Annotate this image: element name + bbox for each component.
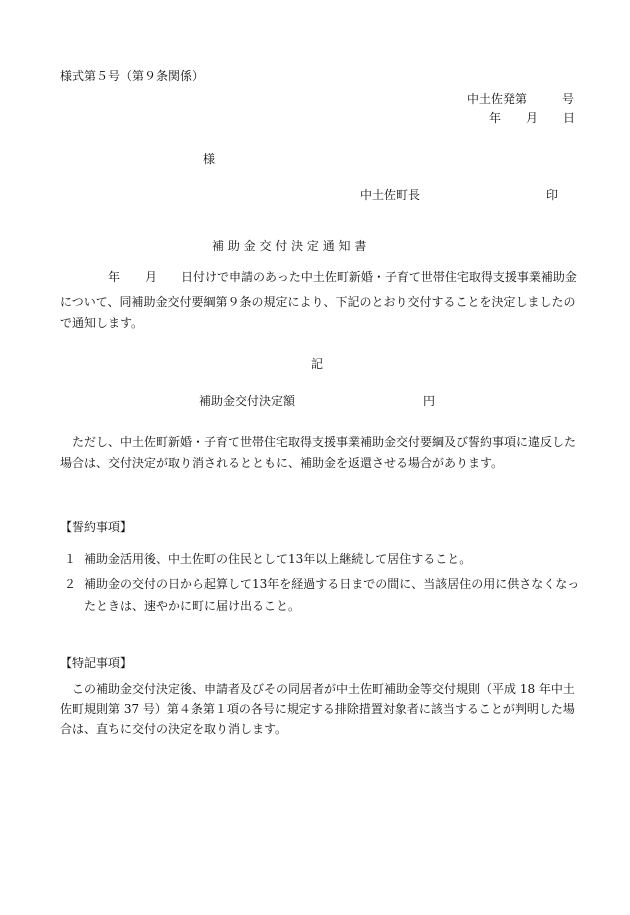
special-notes-line-3: 合は、直ちに交付の決定を取り消します。 — [60, 722, 288, 736]
special-notes-heading: 【特記事項】 — [60, 656, 133, 670]
document-title: 補 助 金 交 付 決 定 通 知 書 — [212, 239, 367, 253]
body-date-year: 年 — [108, 270, 121, 284]
date-year-label: 年 — [489, 111, 502, 125]
grant-amount-unit: 円 — [423, 394, 436, 408]
pledge-item-2-text-line-1: 補助金の交付の日から起算して13年を経過する日までの間に、当該居住の用に供さなくなっ — [84, 577, 580, 591]
pledge-item-1-text: 補助金活用後、中土佐町の住民として13年以上継続して居住すること。 — [84, 552, 472, 566]
proviso-line-1: ただし、中土佐町新婚・子育て世帯住宅取得支援事業補助金交付要綱及び誓約事項に違反した — [60, 435, 577, 449]
date-month-label: 月 — [526, 111, 539, 125]
special-notes-line-2: 佐町規則第 37 号）第４条第１項の各号に規定する排除措置対象者に該当することが判明した場 — [60, 702, 575, 716]
date-day-label: 日 — [563, 111, 576, 125]
proviso-line-2: 場合は、交付決定が取り消されるとともに、補助金を返還させる場合があります。 — [60, 456, 504, 470]
body-line-1: 日付けで申請のあった中土佐町新婚・子育て世帯住宅取得支援事業補助金 — [181, 270, 577, 284]
ki-heading: 記 — [311, 357, 324, 371]
body-line-3: で通知します。 — [60, 316, 144, 330]
form-number: 様式第５号（第９条関係） — [60, 69, 205, 83]
grant-amount-label: 補助金交付決定額 — [199, 394, 296, 408]
pledge-item-1-number: １ — [64, 552, 77, 566]
pledge-item-2-text-line-2: たときは、速やかに町に届け出ること。 — [84, 599, 301, 613]
body-date-month: 月 — [145, 270, 158, 284]
pledge-item-2-number: ２ — [64, 577, 77, 591]
pledge-heading: 【誓約事項】 — [60, 520, 133, 534]
issuer-name: 中土佐町長 — [360, 188, 421, 202]
body-line-2: について、同補助金交付要綱第９条の規定により、下記のとおり交付することを決定しましたの — [60, 295, 576, 309]
document-reference-suffix: 号 — [562, 92, 575, 106]
issuer-seal-mark: 印 — [546, 188, 559, 202]
addressee-honorific: 様 — [203, 152, 216, 166]
special-notes-line-1: この補助金交付決定後、申請者及びその同居者が中土佐町補助金等交付規則（平成 18 年中土 — [60, 682, 575, 696]
document-reference-label: 中土佐発第 — [467, 92, 528, 106]
